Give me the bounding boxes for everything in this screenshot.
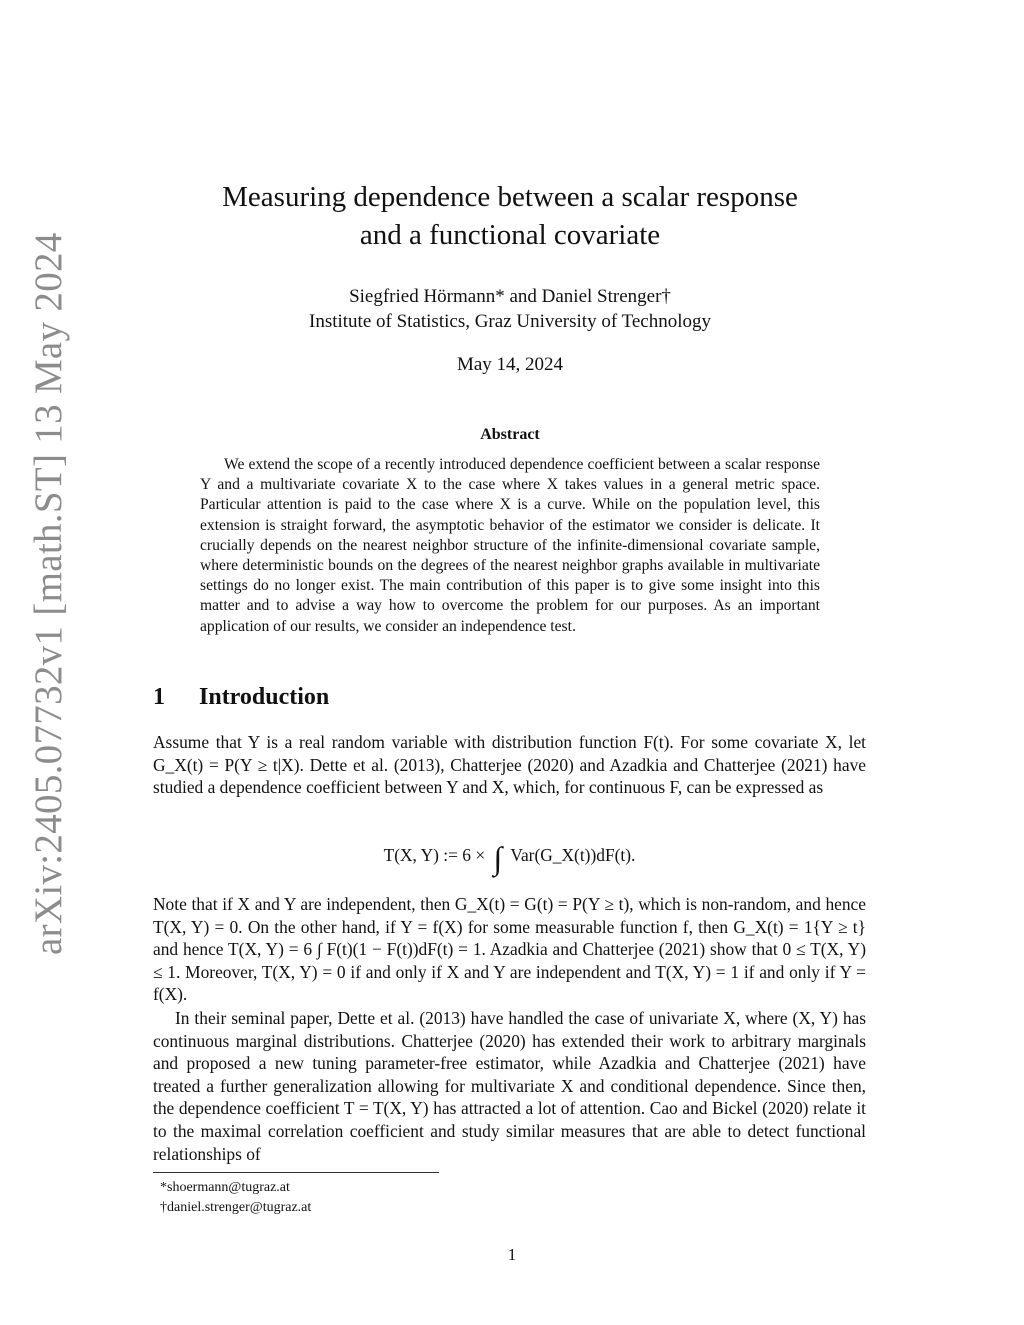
footnote-2: †daniel.strenger@tugraz.at	[160, 1200, 312, 1215]
footnote-1: *shoermann@tugraz.at	[160, 1180, 290, 1195]
paragraph-2: Note that if X and Y are independent, then G_X(t) = G(t) = P(Y ≥ t), which is non-random, and hence T(X, Y) = 0. On the other hand, if Y = f(X) for some measurable function f, then G_X(t) = 1{Y ≥ t} and hence T(X, Y) = 6 ∫ F(t)(1 − F(t))dF(t) = 1. Azadkia and Chatterjee (2021) show that 0 ≤ T(X, Y) ≤ 1. Moreover, T(X, Y) = 0 if and only if X and Y are independent and T(X, Y) = 1 if and only if Y = f(X).	[153, 894, 866, 1005]
equation-lhs: T(X, Y) := 6 ×	[383, 845, 486, 865]
title-line-2: and a functional covariate	[359, 219, 661, 251]
affiliation: Institute of Statistics, Graz University of Technology	[309, 311, 711, 332]
footnote-rule	[153, 1172, 439, 1173]
paragraph-3: In their seminal paper, Dette et al. (2013) have handled the case of univariate X, where (X, Y) has continuous marginal distributions. Chatterjee (2020) has extended their work to arbitrary marginals and proposed a new tuning parameter-free estimator, while Azadkia and Chatterjee (2021) have treated a further generalization allowing for multivariate X and conditional dependence. Since then, the dependence coefficient T = T(X, Y) has attracted a lot of attention. Cao and Bickel (2020) relate it to the maximal correlation coefficient and study similar measures that are able to detect functional relationships of	[153, 1008, 866, 1164]
abstract-heading: Abstract	[480, 426, 540, 443]
page-number: 1	[507, 1245, 517, 1264]
section-title: Introduction	[199, 684, 330, 710]
paper-title	[140, 178, 880, 254]
section-heading	[153, 684, 329, 711]
section-number: 1	[153, 684, 165, 710]
display-equation	[153, 840, 866, 877]
integral-sign: ∫	[493, 840, 503, 876]
arxiv-identifier-stamp: arXiv:2405.07732v1 [math.ST] 13 May 2024	[27, 232, 70, 955]
title-block	[140, 178, 880, 376]
title-line-1: Measuring dependence between a scalar response	[222, 181, 798, 213]
footnotes	[160, 1178, 311, 1218]
paragraph-1: Assume that Y is a real random variable with distribution function F(t). For some covariate X, let G_X(t) = P(Y ≥ t|X). Dette et al. (2013), Chatterjee (2020) and Azadkia and Chatterjee (2021) have studied a dependence coefficient between Y and X, which, for continuous F, can be expressed as	[153, 732, 866, 798]
publication-date: May 14, 2024	[456, 354, 564, 375]
abstract-text: We extend the scope of a recently introduced dependence coefficient between a scalar response Y and a multivariate covariate X to the case where X takes values in a general metric space. Particular attention is paid to the case where X is a curve. While on the population level, this extension is straight forward, the asymptotic behavior of the estimator we consider is delicate. It crucially depends on the nearest neighbor structure of the infinite-dimensional covariate sample, where deterministic bounds on the degrees of the nearest neighbor graphs available in multivariate settings do no longer exist. The main contribution of this paper is to give some insight into this matter and to advise a way how to overcome the problem for our purposes. As an important application of our results, we consider an independence test.	[200, 456, 820, 635]
equation-rhs: Var(G_X(t))dF(t).	[510, 845, 636, 865]
authors: Siegfried Hörmann* and Daniel Strenger†	[349, 286, 671, 307]
